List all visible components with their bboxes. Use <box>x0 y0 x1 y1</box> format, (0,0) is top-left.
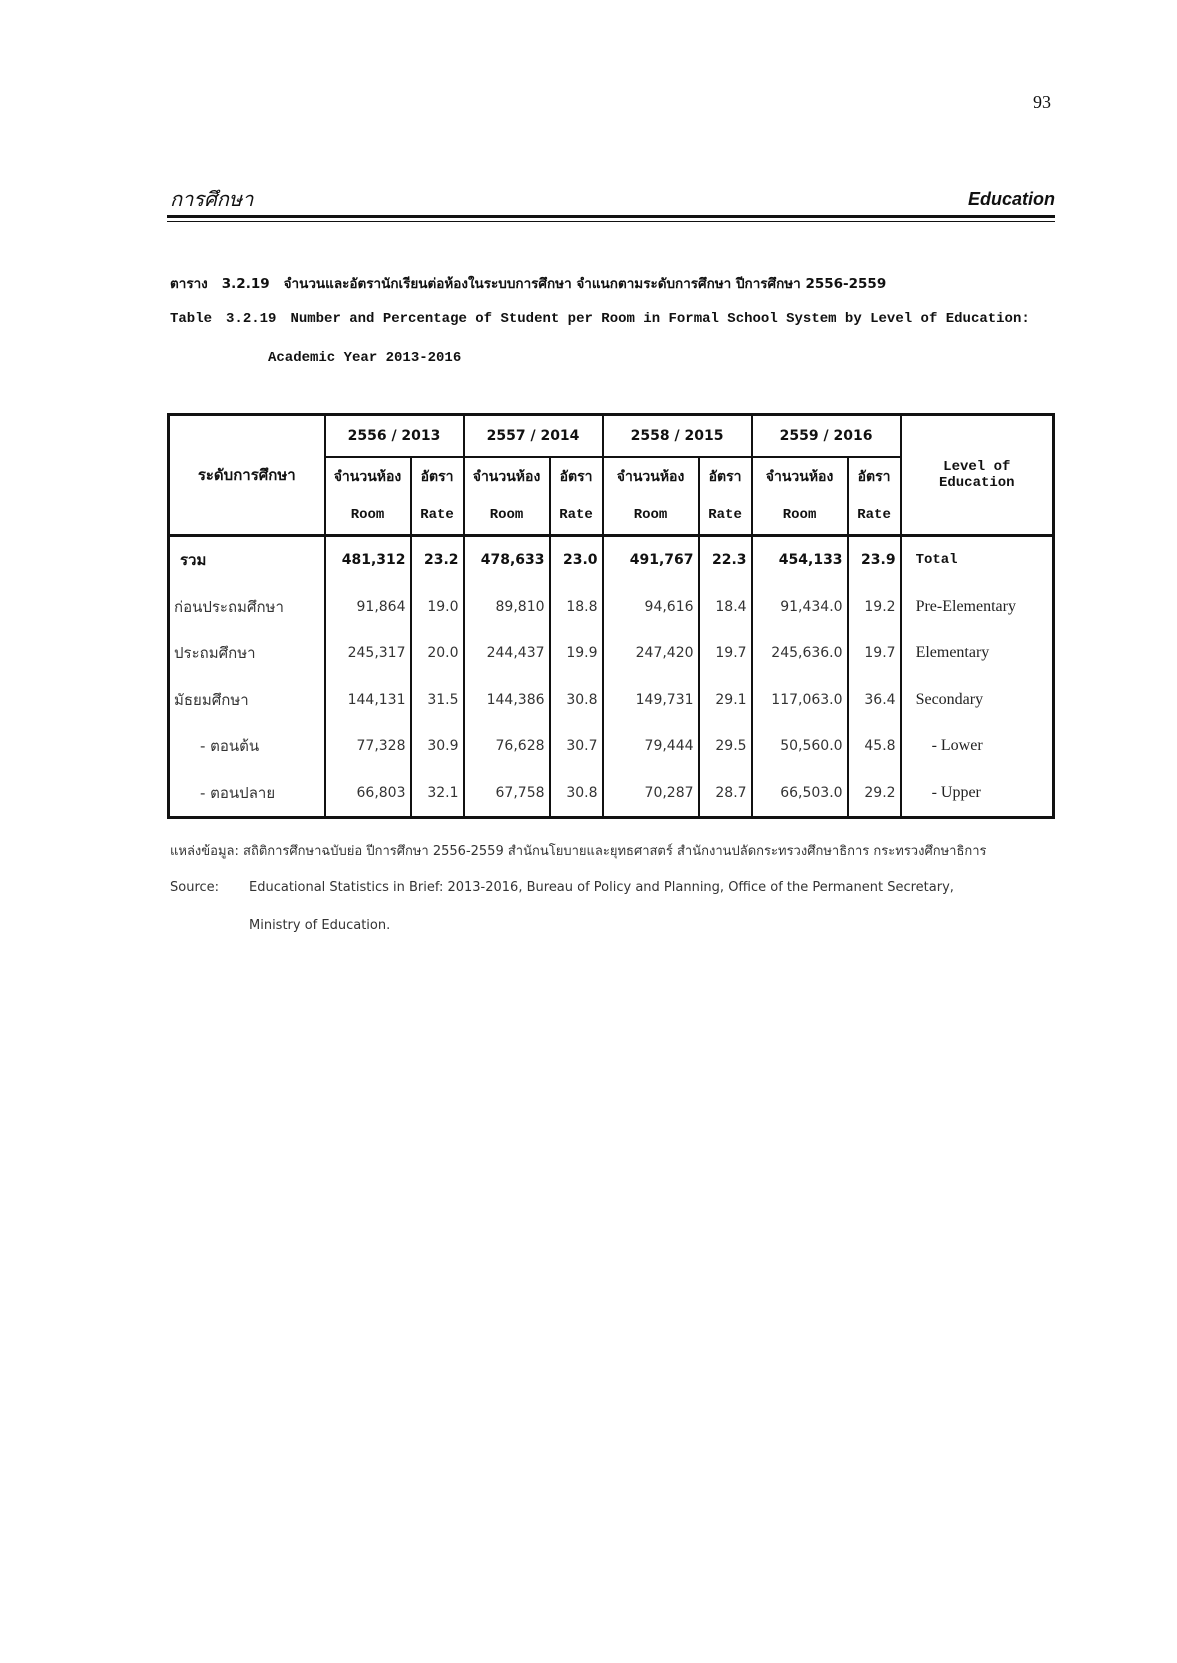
cell-rate: 30.8 <box>550 677 603 724</box>
column-header-rate: Rate <box>848 496 901 536</box>
row-label-thai: - ตอนปลาย <box>169 770 325 818</box>
column-header-room-thai: จำนวนห้อง <box>325 457 411 496</box>
row-label-english: Elementary <box>915 644 990 662</box>
row-label-thai: ประถมศึกษา <box>169 630 325 677</box>
title-number: 3.2.19 <box>221 276 270 292</box>
row-label-english: Total <box>915 552 958 569</box>
table-row <box>169 723 1054 770</box>
cell-rate: 18.8 <box>550 584 603 631</box>
source-english-line2: Ministry of Education. <box>249 918 391 933</box>
row-label-thai: มัธยมศึกษา <box>169 677 325 724</box>
row-label-english: Pre-Elementary <box>915 597 1016 615</box>
title-english-prefix: Table <box>170 311 213 327</box>
cell-room: 50,560.0 <box>752 723 848 770</box>
cell-rate: 29.1 <box>699 677 752 724</box>
header-english: Education <box>967 189 1055 209</box>
cell-room: 149,731 <box>603 677 699 724</box>
cell-rate: 45.8 <box>848 723 901 770</box>
column-header-rate: Rate <box>411 496 464 536</box>
title-thai-text: จำนวนและอัตรานักเรียนต่อห้องในระบบการศึกษา จำแนกตามระดับการศึกษา ปีการศึกษา 2556-2559 <box>283 276 887 292</box>
cell-rate: 28.7 <box>699 770 752 818</box>
column-header-rate-thai: อัตรา <box>550 457 603 496</box>
column-header-year: 2557 / 2014 <box>464 415 603 458</box>
source-thai-label: แหล่งข้อมูล: <box>170 844 239 859</box>
column-header-rate-thai: อัตรา <box>699 457 752 496</box>
cell-rate: 23.9 <box>848 536 901 584</box>
cell-room: 91,434.0 <box>752 584 848 631</box>
source-thai <box>170 840 987 861</box>
cell-rate: 36.4 <box>848 677 901 724</box>
column-header-level-english: Level of Education <box>901 415 1054 536</box>
cell-room: 66,803 <box>325 770 411 818</box>
header-rule-thin <box>167 221 1055 222</box>
cell-room: 144,386 <box>464 677 550 724</box>
cell-room: 245,317 <box>325 630 411 677</box>
table-row <box>169 584 1054 631</box>
cell-room: 70,287 <box>603 770 699 818</box>
cell-room: 144,131 <box>325 677 411 724</box>
table-row-total <box>169 536 1054 584</box>
cell-room: 89,810 <box>464 584 550 631</box>
cell-room: 244,437 <box>464 630 550 677</box>
cell-room: 481,312 <box>325 536 411 584</box>
cell-room: 79,444 <box>603 723 699 770</box>
cell-rate: 32.1 <box>411 770 464 818</box>
column-header-rate: Rate <box>699 496 752 536</box>
header-thai: การศึกษา <box>170 187 254 211</box>
cell-room: 454,133 <box>752 536 848 584</box>
cell-rate: 31.5 <box>411 677 464 724</box>
cell-rate: 29.2 <box>848 770 901 818</box>
row-label-english: Secondary <box>915 690 984 708</box>
cell-room: 91,864 <box>325 584 411 631</box>
cell-rate: 23.0 <box>550 536 603 584</box>
cell-room: 76,628 <box>464 723 550 770</box>
header-rule-thick <box>167 215 1055 218</box>
table-title-english <box>170 311 1030 327</box>
column-header-rate: Rate <box>550 496 603 536</box>
column-header-room-thai: จำนวนห้อง <box>464 457 550 496</box>
column-header-rate-thai: อัตรา <box>848 457 901 496</box>
cell-rate: 19.2 <box>848 584 901 631</box>
cell-rate: 19.7 <box>848 630 901 677</box>
row-label-english: - Upper <box>931 783 981 801</box>
cell-rate: 19.9 <box>550 630 603 677</box>
table-row <box>169 770 1054 818</box>
cell-room: 247,420 <box>603 630 699 677</box>
column-header-level-thai: ระดับการศึกษา <box>169 415 325 536</box>
title-thai-prefix: ตาราง <box>170 276 208 292</box>
title-english-text: Number and Percentage of Student per Room in Formal School System by Level of Education: <box>290 311 1030 327</box>
cell-rate: 22.3 <box>699 536 752 584</box>
row-label-english: - Lower <box>931 737 983 755</box>
column-header-year: 2559 / 2016 <box>752 415 901 458</box>
column-header-room-thai: จำนวนห้อง <box>603 457 699 496</box>
column-header-room: Room <box>603 496 699 536</box>
cell-room: 491,767 <box>603 536 699 584</box>
cell-room: 245,636.0 <box>752 630 848 677</box>
source-english-label: Source: <box>170 880 220 895</box>
row-label-thai: รวม <box>169 536 325 584</box>
cell-rate: 19.7 <box>699 630 752 677</box>
column-header-room: Room <box>325 496 411 536</box>
cell-rate: 20.0 <box>411 630 464 677</box>
table-title-english-line2: Academic Year 2013-2016 <box>268 350 462 366</box>
row-label-thai: - ตอนต้น <box>169 723 325 770</box>
cell-room: 94,616 <box>603 584 699 631</box>
column-header-rate-thai: อัตรา <box>411 457 464 496</box>
header-row-years <box>169 415 1054 458</box>
statistics-table <box>167 413 1055 819</box>
title-number-en: 3.2.19 <box>226 311 277 327</box>
cell-rate: 18.4 <box>699 584 752 631</box>
cell-rate: 29.5 <box>699 723 752 770</box>
page-number: 93 <box>1033 92 1051 112</box>
column-header-year: 2558 / 2015 <box>603 415 752 458</box>
column-header-room: Room <box>464 496 550 536</box>
source-thai-text: สถิติการศึกษาฉบับย่อ ปีการศึกษา 2556-2559 สำนักนโยบายและยุทธศาสตร์ สำนักงานปลัดกระทรวงศึกษาธิการ กระทรวงศึกษาธิการ <box>243 844 987 859</box>
cell-room: 77,328 <box>325 723 411 770</box>
cell-rate: 19.0 <box>411 584 464 631</box>
cell-room: 478,633 <box>464 536 550 584</box>
cell-rate: 23.2 <box>411 536 464 584</box>
table-row <box>169 677 1054 724</box>
column-header-room-thai: จำนวนห้อง <box>752 457 848 496</box>
source-english <box>170 880 954 895</box>
cell-rate: 30.8 <box>550 770 603 818</box>
column-header-year: 2556 / 2013 <box>325 415 464 458</box>
column-header-room: Room <box>752 496 848 536</box>
cell-room: 67,758 <box>464 770 550 818</box>
row-label-thai: ก่อนประถมศึกษา <box>169 584 325 631</box>
cell-room: 117,063.0 <box>752 677 848 724</box>
source-english-text: Educational Statistics in Brief: 2013-2016, Bureau of Policy and Planning, Office of the Permanent Secretary, <box>249 880 954 895</box>
table-row <box>169 630 1054 677</box>
table-title-thai <box>170 272 886 294</box>
cell-room: 66,503.0 <box>752 770 848 818</box>
cell-rate: 30.9 <box>411 723 464 770</box>
cell-rate: 30.7 <box>550 723 603 770</box>
